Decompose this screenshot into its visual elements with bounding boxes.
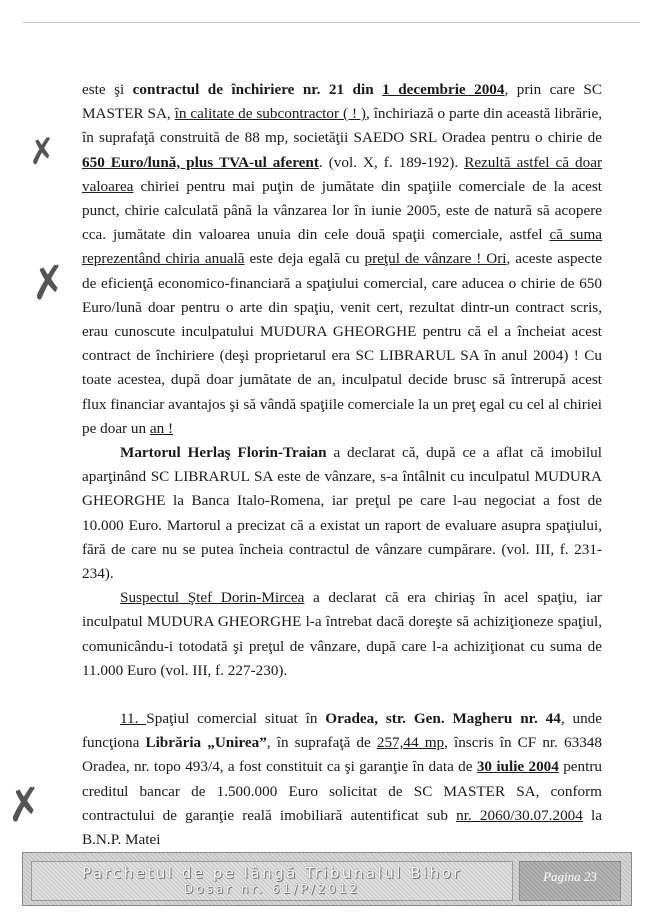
text-run: , prin care SC MASTER SA,: [82, 81, 602, 123]
text-run: chiriei pentru mai puţin de jumătate din spaţiile comerciale de la acest punct, chirie calculată până la vânzarea lor în iunie 2005, este de natură să acopere cca. jumătate din valoarea unuia din cele două spaţii comerciale, astfel: [82, 177, 602, 244]
paragraph-suspect-stef: [82, 586, 602, 683]
text-run: la B.N.P. Matei: [82, 806, 602, 849]
text-run: , înscris în CF nr. 63348 Oradea, nr. topo 493/4, a fost constituit ca şi garanţie în data de: [82, 734, 602, 776]
text-run: 30 iulie 2004: [476, 758, 559, 776]
text-run: Martorul Herlaş Florin-Traian: [120, 444, 327, 462]
text-run: Suspectul Ştef Dorin-Mircea: [120, 589, 305, 607]
text-run: . (vol. X, f. 189-192).: [318, 153, 465, 171]
text-run: Rezultă astfel că doar valoarea: [82, 153, 602, 195]
text-run: 1 decembrie 2004: [382, 81, 505, 98]
text-run: Librăria „Unirea”: [145, 734, 267, 752]
text-run: nr. 2060/30.07.2004: [456, 806, 583, 824]
paragraph-item-11: [82, 707, 602, 852]
text-run: a declarat că, după ce a aflat că imobilul aparţinând SC LIBRARUL SA este de vânzare, s-a întâlnit cu inculpatul MUDURA GHEORGHE la Banca Italo-Romena, iar preţul pe care l-au negociat a fost de 10.000 Euro. Martorul a precizat că a existat un raport de evaluare asupra spaţiului, fără de care nu se putea încheia contractul de vânzare cumpărare. (vol. III, f. 231-234).: [82, 444, 602, 583]
text-run: preţul de vânzare ! Ori: [364, 250, 507, 268]
handwritten-x-mark: ✗: [26, 255, 71, 312]
text-run: este deja egală cu: [244, 250, 365, 268]
top-rule: [22, 22, 640, 23]
text-run: , aceste aspecte de eficienţă economico-financiară a spaţiului comercial, care aducea o chirie de 650 Euro/lună doar pentru o arte din spaţiu, venit cert, rezultat dintr-un contract scris, erau cunoscute inculpatului MUDURA GHEORGHE pentru că el a încheiat acest contract de închiriere (deşi proprietarul era SC LIBRARUL SA în anul 2004) ! Cu toate acestea, după doar jumătate de an, inculpatul decide brusc să întrerupă acest flux financiar avantajos şi să vândă spaţiile comerciale la un preţ egal cu cel al chiriei pe doar un: [82, 250, 602, 437]
footer-banner: [31, 861, 513, 901]
handwritten-x-mark: ✗: [25, 130, 60, 174]
text-run: 257,44 mp: [376, 734, 445, 752]
text-run: că suma reprezentând chiria anuală: [82, 226, 602, 268]
page-footer: [22, 852, 632, 906]
text-run: 11.: [120, 710, 147, 728]
text-run: , închiriază o parte din această librărie, în suprafaţă construită de 88 mp, societăţii SAEDO SRL Oradea pentru o chirie de: [82, 105, 602, 147]
text-run: este şi: [82, 81, 133, 98]
paragraph-witness-herlas: [82, 441, 602, 586]
text-run: în calitate de subcontractor ( ! ): [174, 105, 366, 123]
text-run: Spaţiul comercial situat în: [146, 710, 326, 728]
text-run: 650 Euro/lună, plus TVA-ul aferent: [82, 153, 319, 171]
paragraph-contract: [82, 78, 602, 441]
footer-institution: Parchetul de pe lângă Tribunalul Bihor: [81, 864, 463, 882]
text-run: , unde funcţiona: [82, 710, 603, 752]
text-run: pentru creditul bancar de 1.500.000 Euro solicitat de SC MASTER SA, conform contractului de garanţie reală imobiliară autentificat sub: [82, 758, 602, 824]
page-number: Pagina 23: [519, 861, 621, 901]
text-run: a declarat că era chiriaş în acel spaţiu, iar inculpatul MUDURA GHEORGHE l-a întrebat dacă doreşte să achiziţioneze spaţiul, comunicându-i totodată şi preţul de vânzare, după care l-a achiziţionat cu suma de 11.000 Euro (vol. III, f. 227-230).: [82, 589, 602, 679]
text-run: contractul de închiriere nr. 21 din: [132, 81, 383, 98]
text-run: Oradea, str. Gen. Magheru nr. 44: [325, 710, 561, 728]
text-run: , în suprafaţă de: [266, 734, 377, 752]
handwritten-x-mark: ✗: [2, 777, 47, 834]
document-body: [82, 78, 602, 852]
footer-file-number: Dosar nr. 61/P/2012: [183, 882, 361, 896]
text-run: an !: [149, 419, 174, 437]
